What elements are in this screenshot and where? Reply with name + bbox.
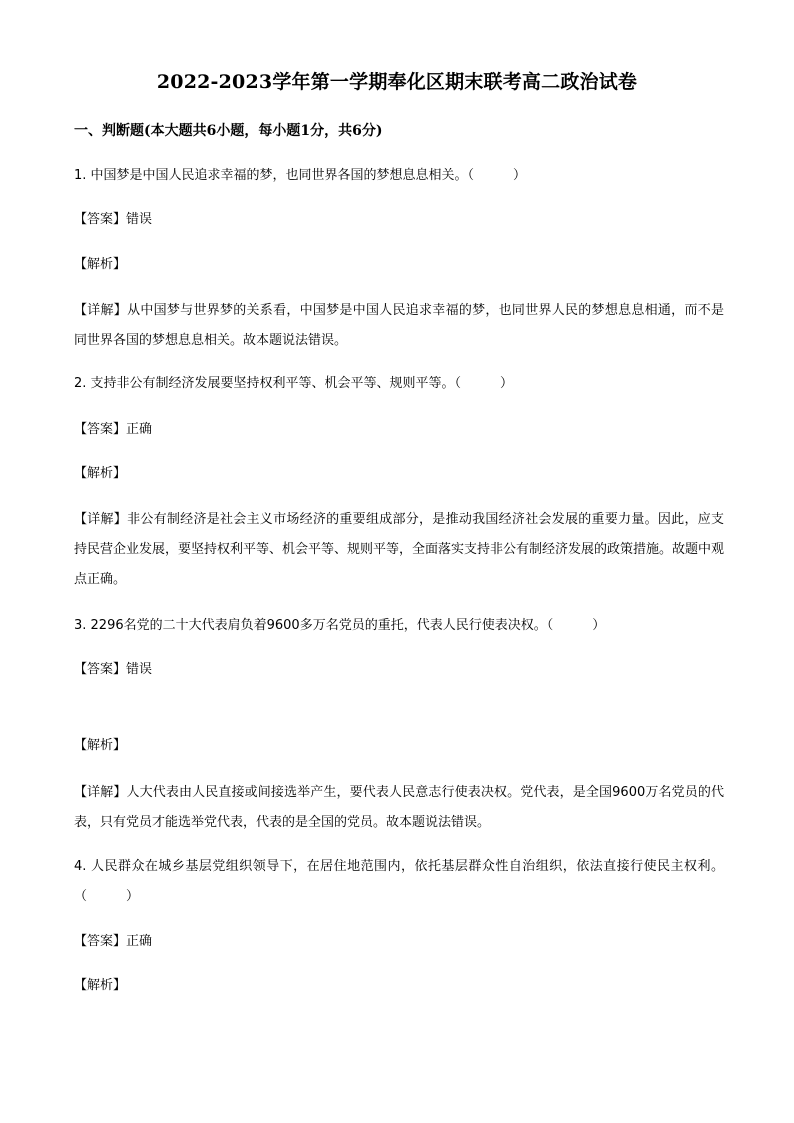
answer-label: 【答案】	[74, 212, 127, 227]
detail-text: 非公有制经济是社会主义市场经济的重要组成部分，是推动我国经济社会发展的重要力量。因此，应支持民营企业发展，要坚持权利平等、机会平等、规则平等，全面落实支持非公有制经济发展的政策措施。故题中观点正确。	[74, 512, 725, 587]
detail-paragraph	[74, 778, 724, 838]
question-stem: 4. 人民群众在城乡基层党组织领导下，在居住地范围内，依托基层群众性自治组织，依法直接行使民主权利。（ ）	[74, 859, 724, 904]
answer-value: 错误	[126, 212, 153, 227]
detail-label: 【详解】	[74, 303, 128, 318]
document-title: 2022-2023学年第一学期奉化区期末联考高二政治试卷	[156, 71, 638, 93]
answer-line	[74, 928, 724, 956]
detail-text: 从中国梦与世界梦的关系看，中国梦是中国人民追求幸福的梦，也同世界人民的梦想息息相通，而不是同世界各国的梦想息息相关。故本题说法错误。	[74, 303, 724, 348]
question-stem: 1. 中国梦是中国人民追求幸福的梦，也同世界各国的梦想息息相关。（ ）	[74, 168, 527, 183]
detail-label: 【详解】	[74, 785, 127, 800]
detail-text: 人大代表由人民直接或间接选举产生，要代表人民意志行使表决权。党代表，是全国9600万名党员的代表，只有党员才能选举党代表，代表的是全国的党员。故本题说法错误。	[74, 785, 724, 830]
answer-label: 【答案】	[74, 422, 127, 437]
analysis-label: 【解析】	[74, 257, 127, 272]
answer-value: 正确	[126, 934, 153, 949]
section-heading: 一、判断题(本大题共6小题，每小题1分，共6分)	[74, 123, 383, 139]
answer-label: 【答案】	[74, 934, 127, 949]
detail-label: 【详解】	[74, 512, 128, 527]
answer-line	[74, 416, 724, 444]
answer-line	[74, 656, 724, 684]
answer-line	[74, 206, 724, 234]
question-stem: 3. 2296名党的二十大代表肩负着9600多万名党员的重托，代表人民行使表决权。（ ）	[74, 618, 606, 633]
answer-value: 正确	[126, 422, 153, 437]
detail-paragraph	[74, 296, 724, 356]
detail-paragraph	[74, 505, 724, 595]
analysis-label: 【解析】	[74, 738, 127, 753]
analysis-label: 【解析】	[74, 978, 127, 993]
answer-value: 错误	[126, 662, 153, 677]
question-stem: 2. 支持非公有制经济发展要坚持权利平等、机会平等、规则平等。（ ）	[74, 376, 514, 391]
analysis-label: 【解析】	[74, 466, 127, 481]
answer-label: 【答案】	[74, 662, 127, 677]
